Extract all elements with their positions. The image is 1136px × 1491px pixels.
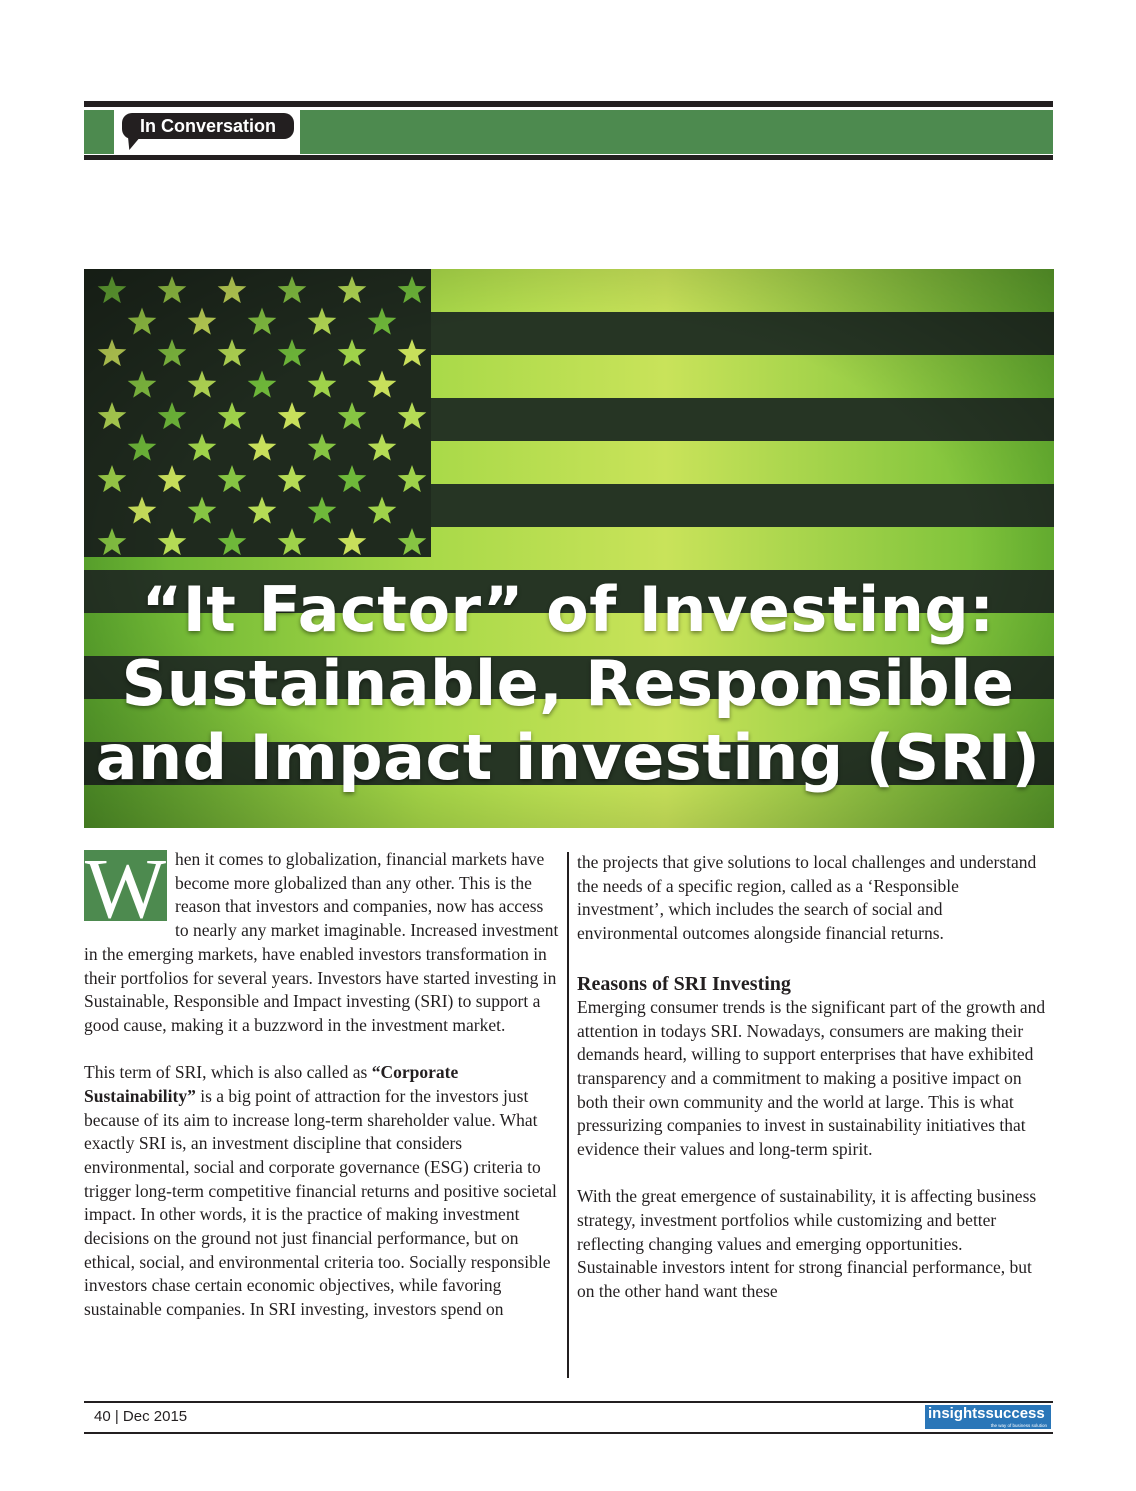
- subheading-reasons: Reasons of SRI Investing: [577, 972, 791, 995]
- article-title: [0, 573, 1136, 795]
- article-column-right: [577, 851, 1047, 1304]
- header-top-rule: [84, 101, 1053, 107]
- paragraph-intro: [84, 840, 560, 1038]
- drop-cap: W: [84, 840, 167, 936]
- paragraph-definition: [84, 1061, 560, 1322]
- section-label: In Conversation: [122, 113, 294, 139]
- paragraph-reasons: Emerging consumer trends is the significant part of the growth and attention in todays SRI. Nowadays, consumers are making their demands heard, willing to support enterprises that have exhibited transparency and a commitment to making a positive impact on both their own community and the world at large. This is what pressurizing companies to invest in sustainability initiatives that evidence their values and long-term spirit.: [577, 996, 1046, 1160]
- paragraph-emergence: With the great emergence of sustainability, it is affecting business strategy, investment portfolios while customizing and better reflecting changing values and emerging opportunities. Sustainable investors intent for strong financial performance, but on the other hand want these: [577, 1186, 1037, 1302]
- title-line-1: “It Factor” of Investing:: [141, 573, 995, 646]
- term-corporate-sustainability: “Corporate Sustainability”: [84, 1062, 459, 1106]
- footer-bottom-rule: [84, 1432, 1053, 1434]
- title-line-2: Sustainable, Responsible: [121, 647, 1015, 720]
- logo-text-b: success: [985, 1405, 1045, 1422]
- publisher-logo: [925, 1405, 1051, 1429]
- paragraph-definition-start: This term of SRI, which is also called as: [84, 1062, 372, 1083]
- header-band-left: [84, 110, 114, 154]
- paragraph-continued: the projects that give solutions to local challenges and understand the needs of a specific region, called as a ‘Responsible investment’, which includes the search of social and environmental outcomes alongside financial returns.: [577, 852, 1037, 944]
- header-bottom-rule: [84, 155, 1053, 160]
- title-line-3: and Impact investing (SRI): [95, 721, 1041, 794]
- column-divider: [567, 852, 569, 1378]
- footer-top-rule: [84, 1401, 1053, 1403]
- page-folio: 40 | Dec 2015: [94, 1408, 188, 1425]
- article-column-left: [84, 840, 560, 1322]
- logo-text-a: insights: [928, 1405, 986, 1422]
- paragraph-definition-rest: is a big point of attraction for the investors just because of its aim to increase long-term shareholder value. What exactly SRI is, an investment discipline that considers environmental, social and corporate governance (ESG) criteria to trigger long-term competitive financial returns and positive societal impact. In other words, it is the practice of making investment decisions on the ground not just financial performance, but on ethical, social, and environmental criteria too. Socially responsible investors chase certain economic objectives, while favoring sustainable companies. In SRI investing, investors spend on: [84, 1085, 557, 1320]
- logo-tagline: the way of business solution: [990, 1423, 1047, 1428]
- paragraph-intro-text: hen it comes to globalization, financial markets have become more globalized than any other. This is the reason that investors and companies, now has access to nearly any market imaginable. Increased investment in the emerging markets, have enabled investors transformation in their portfolios for several years. Investors have started investing in Sustainable, Responsible and Impact investing (SRI) to support a good cause, making it a buzzword in the investment market.: [84, 849, 559, 1035]
